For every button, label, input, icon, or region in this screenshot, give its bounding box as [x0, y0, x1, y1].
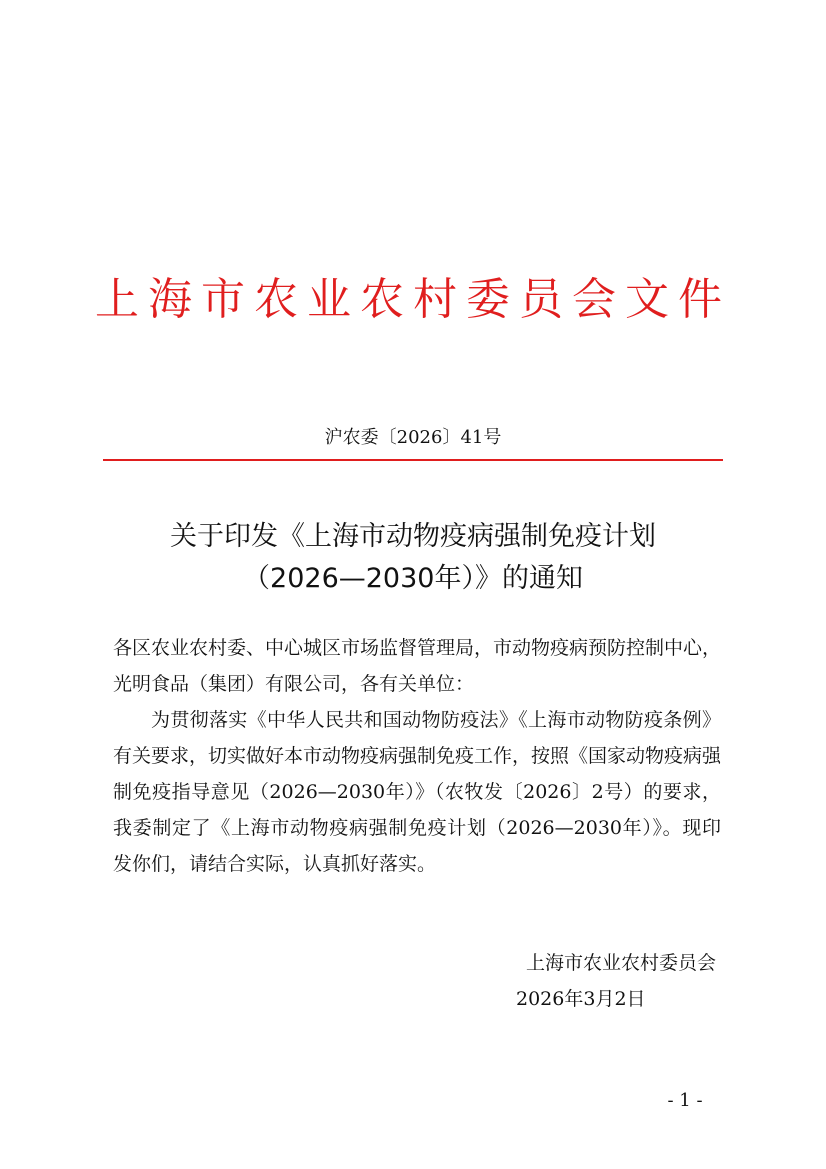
masthead-title: 上海市农业农村委员会文件 [95, 274, 731, 325]
document-body [113, 630, 721, 882]
signature-date: 2026年3月2日 [516, 988, 646, 1010]
document-title-line-2: （2026—2030年）》的通知 [243, 563, 583, 594]
addressee-paragraph: 各区农业农村委、中心城区市场监督管理局，市动物疫病预防控制中心，光明食品（集团）有限公司，各有关单位： [113, 637, 722, 695]
signature-block [440, 945, 720, 1017]
signature-organization: 上海市农业农村委员会 [525, 952, 716, 974]
document-number: 沪农委〔2026〕41号 [324, 427, 502, 448]
main-paragraph: 为贯彻落实《中华人民共和国动物防疫法》《上海市动物防疫条例》有关要求，切实做好本市动物疫病强制免疫工作，按照《国家动物疫病强制免疫指导意见（2026—2030年）》（农牧发〔2026〕2号）的要求，我委制定了《上海市动物疫病强制免疫计划（2026—2030年）》。现印发你们，请结合实际，认真抓好落实。 [113, 709, 722, 875]
red-divider-line [103, 459, 723, 461]
document-title [60, 516, 766, 600]
page-number: - 1 - [667, 1090, 703, 1111]
document-title-line-1: 关于印发《上海市动物疫病强制免疫计划 [170, 521, 656, 552]
